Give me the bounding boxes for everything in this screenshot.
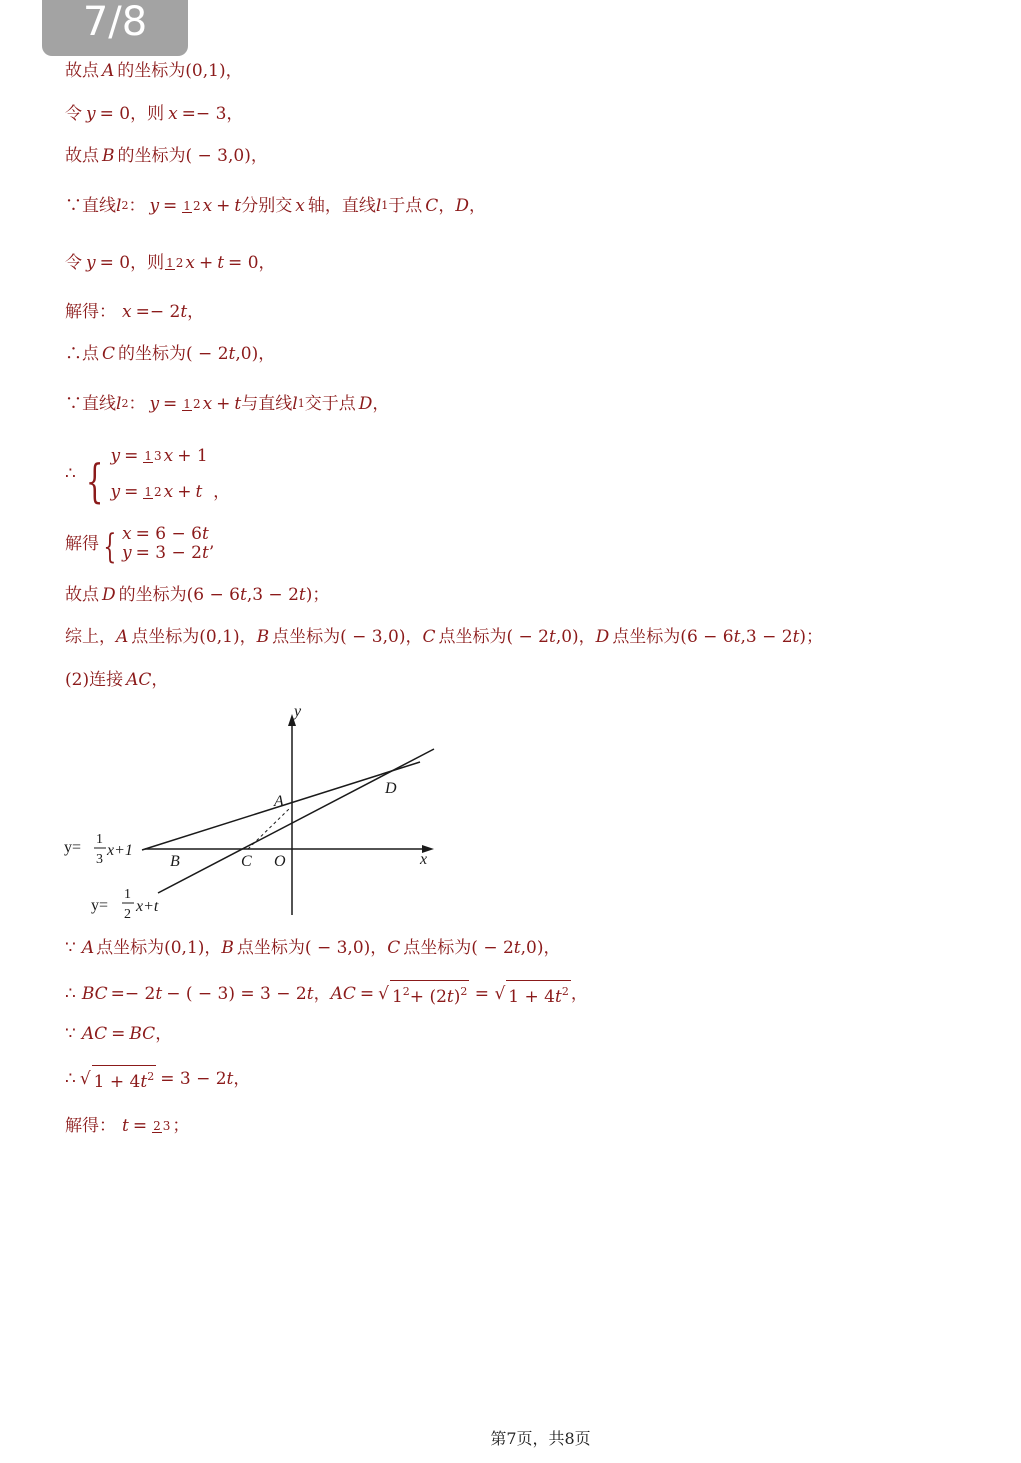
numerator: 1: [144, 484, 153, 499]
text: ，: [372, 394, 390, 414]
text: +: [216, 196, 231, 216]
text: + (2: [409, 986, 447, 1007]
text: 的坐标为( − 3,0)，: [117, 146, 268, 166]
line-11: [65, 584, 329, 606]
point-a-label: A: [274, 793, 284, 810]
var: t: [217, 253, 225, 273]
text: ，: [468, 196, 486, 216]
text: 故点: [65, 146, 99, 166]
text: =: [111, 1024, 126, 1044]
var: A: [81, 938, 95, 958]
var: y: [86, 253, 96, 273]
text: = 0，: [228, 253, 276, 273]
subscript: 2: [121, 397, 129, 410]
because-symbol: ∵: [65, 1024, 76, 1044]
line1-label-suffix: x+1: [107, 842, 133, 859]
denominator: 2: [154, 484, 162, 499]
var: x: [122, 523, 132, 544]
text: 点坐标为( − 3,0)，: [236, 938, 388, 958]
point-c-label: C: [241, 853, 252, 870]
numerator: 1: [183, 396, 191, 411]
text: 点坐标为(0,1)，: [131, 627, 257, 647]
var: A: [116, 627, 129, 647]
var: t: [195, 482, 203, 502]
text: 点坐标为( − 3,0)，: [272, 627, 423, 647]
line-3: [65, 145, 268, 167]
var: D: [102, 585, 116, 605]
line1-label-prefix: y=: [64, 839, 82, 856]
line-13: [65, 669, 168, 691]
fraction: [152, 1120, 171, 1133]
denominator: 3: [162, 1118, 171, 1133]
text: 于点: [388, 196, 423, 216]
text: ∴点: [65, 344, 99, 364]
var: l: [375, 196, 382, 216]
text: ,0)，: [555, 627, 596, 647]
text: ，: [151, 670, 169, 690]
line-18: [65, 1108, 189, 1144]
denominator: 2: [192, 396, 201, 411]
var: t: [792, 627, 800, 647]
var: y: [110, 446, 121, 466]
therefore-symbol: ∴: [65, 464, 76, 484]
text: 故点: [65, 585, 99, 605]
line1-label-den: 3: [96, 852, 103, 867]
var: t: [228, 344, 236, 364]
line2-label-den: 2: [124, 907, 131, 922]
text: ；: [172, 1116, 190, 1136]
var: y: [122, 542, 132, 563]
text: =− 2: [110, 984, 156, 1004]
text: =: [163, 196, 178, 216]
text: ，: [313, 984, 331, 1004]
exponent: 2: [402, 985, 410, 999]
text: ∵直线: [65, 394, 116, 414]
sqrt-symbol-icon: √: [494, 984, 506, 1004]
text: ，: [187, 302, 205, 322]
var: C: [102, 344, 116, 364]
line1-label-num: 1: [96, 832, 103, 847]
text: 解得：: [65, 1116, 116, 1136]
var: AC: [81, 1024, 108, 1044]
line2-label-num: 1: [124, 887, 131, 902]
text: 1: [391, 986, 403, 1007]
numerator: 1: [144, 448, 153, 463]
text: ,3 − 2: [246, 585, 299, 605]
line-16: [65, 1023, 172, 1045]
var: C: [422, 627, 436, 647]
system-row-2: [122, 543, 214, 562]
text: 令: [65, 253, 82, 273]
text: = 0，则: [99, 104, 165, 124]
fraction: [143, 450, 162, 463]
text: 点坐标为( − 2: [403, 938, 514, 958]
denominator: 3: [154, 448, 162, 463]
fraction: [182, 398, 201, 411]
text: 解得: [65, 534, 99, 554]
text: 1 + 4: [508, 986, 555, 1007]
radicand: [506, 980, 571, 1008]
line-6: [65, 301, 204, 323]
page-footer: 第7页，共8页: [490, 1429, 591, 1448]
numerator: 1: [166, 255, 174, 270]
denominator: 2: [192, 198, 201, 213]
text: 轴，直线: [307, 196, 376, 216]
text: ：: [128, 196, 146, 216]
text: ，: [213, 482, 231, 502]
system-rows: [122, 524, 214, 562]
var: t: [306, 984, 314, 1004]
var: t: [733, 627, 741, 647]
equation-system: [76, 438, 230, 510]
var: B: [102, 146, 115, 166]
var: x: [122, 302, 132, 322]
text: − ( − 3) = 3 − 2: [166, 984, 307, 1004]
var: t: [554, 986, 562, 1007]
line-4: [65, 188, 486, 224]
var: t: [234, 196, 242, 216]
var: t: [513, 938, 521, 958]
text: ,3 − 2: [740, 627, 793, 647]
page-indicator: 7/8: [42, 0, 188, 56]
system-row-1: [111, 438, 208, 474]
text: ，: [570, 984, 588, 1004]
sqrt-symbol-icon: √: [378, 984, 389, 1004]
text: ,0)，: [520, 938, 561, 958]
var: y: [86, 104, 96, 124]
exponent: 2: [561, 985, 569, 999]
var: l: [116, 196, 122, 216]
text: 解得：: [65, 302, 116, 322]
exponent: 2: [460, 985, 468, 999]
line-l2: [158, 749, 434, 893]
var: BC: [129, 1024, 156, 1044]
subscript: 2: [121, 199, 129, 212]
line-15: [65, 980, 588, 1008]
line-9-system: [65, 438, 230, 510]
text: =− 2: [135, 302, 181, 322]
text: 的坐标为(0,1)，: [117, 61, 243, 81]
fraction: [182, 200, 201, 213]
var: t: [122, 1116, 129, 1136]
therefore-symbol: ∴: [65, 1069, 76, 1089]
x-axis-label: x: [420, 851, 428, 868]
line-1: [65, 60, 243, 82]
line-7: [65, 343, 275, 365]
text: 点坐标为(0,1)，: [96, 938, 222, 958]
fraction: [165, 257, 184, 270]
text: ∵直线: [65, 196, 116, 216]
therefore-symbol: ∴: [65, 984, 76, 1004]
line2-label-suffix: x+t: [136, 898, 159, 915]
text: 的坐标为( − 2: [118, 344, 229, 364]
text: (2)连接: [65, 670, 124, 690]
var: t: [298, 585, 306, 605]
text: = 6 − 6: [135, 523, 202, 544]
var: x: [295, 196, 305, 216]
text: 点坐标为(6 − 6: [612, 627, 734, 647]
sqrt-symbol-icon: √: [79, 1069, 91, 1089]
var: AC: [126, 670, 152, 690]
radicand: [390, 980, 469, 1008]
text: 与直线: [241, 394, 293, 414]
var: t: [155, 984, 163, 1004]
line2-label-prefix: y=: [91, 897, 109, 914]
var: C: [425, 196, 439, 216]
solution-system: [99, 523, 215, 567]
text: + 1: [177, 446, 208, 466]
text: =: [359, 984, 375, 1004]
text: =− 3，: [181, 104, 244, 124]
text: ): [453, 986, 461, 1007]
var: BC: [81, 984, 108, 1004]
left-brace: {: [103, 526, 117, 567]
line-14: [65, 937, 561, 959]
text: 令: [65, 104, 82, 124]
coordinate-figure: [60, 700, 460, 925]
text: ，: [438, 196, 456, 216]
var: t: [548, 627, 556, 647]
line-8: [65, 386, 389, 422]
var: x: [185, 253, 195, 273]
text: 分别交: [241, 196, 293, 216]
text: ∵: [65, 938, 76, 958]
var: t: [201, 523, 209, 544]
var: t: [226, 1069, 234, 1089]
text: = 3 − 2: [160, 1069, 227, 1089]
exponent: 2: [147, 1070, 155, 1084]
text: 1 + 4: [93, 1071, 141, 1092]
point-d-label: D: [385, 780, 397, 797]
var: D: [358, 394, 373, 414]
text: ：: [128, 394, 146, 414]
subscript: 1: [297, 397, 305, 410]
var: t: [446, 986, 454, 1007]
fraction: [143, 486, 162, 499]
point-o-label: O: [274, 853, 286, 870]
line-5: [65, 245, 276, 281]
line-17: [65, 1066, 250, 1092]
system-row-1: [122, 524, 214, 543]
text: 综上，: [65, 627, 116, 647]
left-brace: {: [85, 454, 104, 508]
text: =: [163, 394, 178, 414]
text: ，: [233, 1069, 251, 1089]
point-b-label: B: [170, 853, 180, 870]
text: +: [216, 394, 231, 414]
var: t: [234, 394, 242, 414]
text: =: [124, 482, 139, 502]
var: x: [163, 446, 174, 466]
var: B: [256, 627, 270, 647]
line-12: [65, 626, 823, 648]
var: D: [595, 627, 610, 647]
system-row-2: [111, 474, 208, 510]
text: =: [469, 984, 495, 1004]
var: y: [110, 482, 121, 502]
denominator: 2: [175, 255, 184, 270]
text: )；: [799, 627, 824, 647]
numerator: 2: [153, 1118, 161, 1133]
system-rows: [111, 438, 208, 510]
var: t: [239, 585, 247, 605]
text: +: [198, 253, 214, 273]
var: x: [202, 394, 213, 414]
var: AC: [330, 984, 356, 1004]
text: =: [132, 1116, 148, 1136]
text: ’: [208, 542, 215, 563]
text: = 3 − 2: [135, 542, 202, 563]
var: x: [168, 104, 178, 124]
text: 点坐标为( − 2: [438, 627, 549, 647]
line-10-system: [65, 523, 214, 565]
var: A: [102, 61, 115, 81]
var: y: [149, 394, 160, 414]
var: B: [221, 938, 234, 958]
var: x: [202, 196, 213, 216]
y-axis-label: y: [294, 703, 302, 720]
var: x: [163, 482, 174, 502]
text: =: [124, 446, 139, 466]
var: l: [116, 394, 122, 414]
var: D: [455, 196, 469, 216]
text: )；: [305, 585, 330, 605]
text: 故点: [65, 61, 99, 81]
text: 的坐标为(6 − 6: [118, 585, 240, 605]
var: t: [140, 1071, 148, 1092]
text: ，: [155, 1024, 173, 1044]
text: ,0)，: [235, 344, 276, 364]
text: 交于点: [304, 394, 356, 414]
text: +: [177, 482, 192, 502]
var: C: [387, 938, 401, 958]
var: l: [292, 394, 298, 414]
var: y: [149, 196, 160, 216]
numerator: 1: [183, 198, 191, 213]
text: = 0，则: [99, 253, 165, 273]
radicand: [92, 1065, 157, 1093]
subscript: 1: [381, 199, 389, 212]
line-2: [65, 103, 243, 125]
var: t: [202, 542, 209, 563]
var: t: [180, 302, 188, 322]
